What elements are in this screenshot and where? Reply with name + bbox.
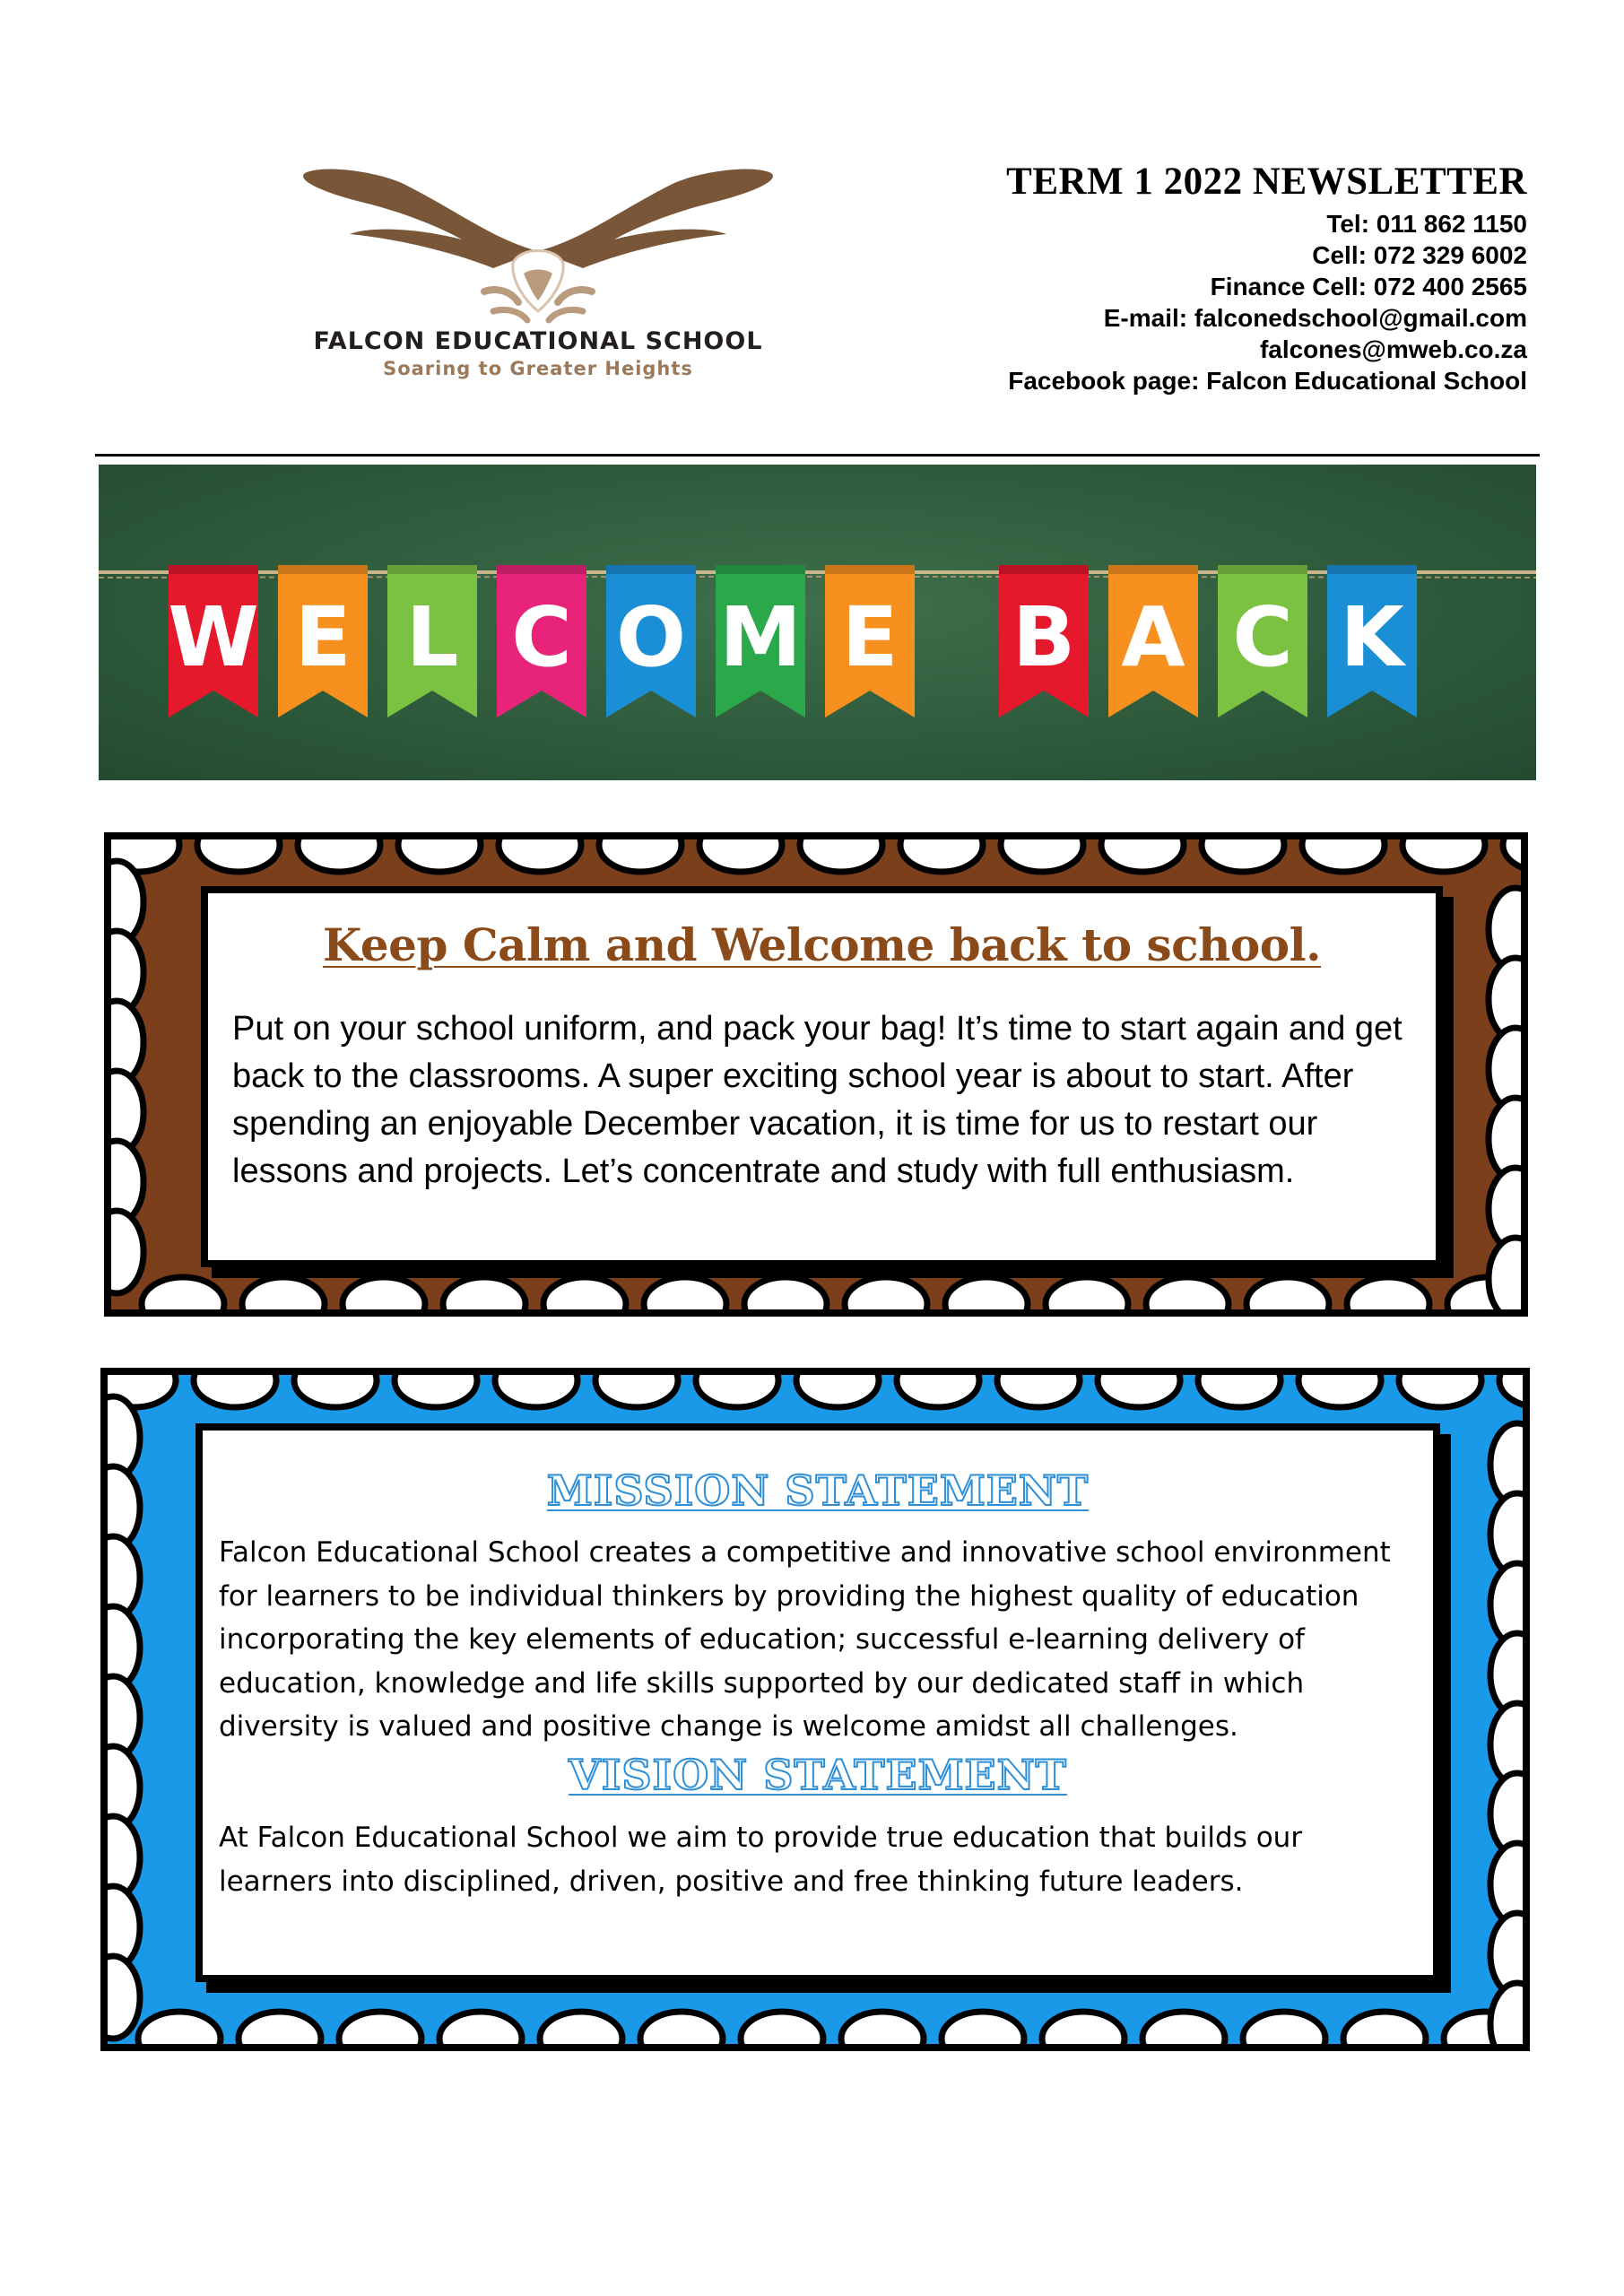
border-dot (1246, 1277, 1329, 1309)
border-dot (1101, 839, 1184, 872)
border-dot (1198, 1375, 1281, 1407)
border-dot (699, 839, 782, 872)
border-dot (796, 1375, 879, 1407)
contact-facebook: Facebook page: Falcon Educational School (1008, 367, 1527, 395)
border-dot (1347, 1277, 1429, 1309)
statements-panel (195, 1423, 1440, 1982)
border-dot (599, 839, 682, 872)
bunting-flag-b (999, 565, 1089, 718)
bunting-flag-o (606, 565, 696, 718)
welcome-message-title: Keep Calm and Welcome back to school. (322, 918, 1322, 971)
border-dot (841, 2012, 924, 2044)
border-dot (1098, 1375, 1180, 1407)
header-divider (95, 454, 1540, 457)
border-dot (1499, 1375, 1523, 1407)
bunting-flag-e (825, 565, 915, 718)
bunting-letter: A (1121, 589, 1185, 685)
border-dot (1243, 2012, 1325, 2044)
border-dot (194, 1375, 276, 1407)
border-dot (640, 2012, 723, 2044)
border-dot (595, 1375, 678, 1407)
bunting-flag-c (497, 565, 586, 718)
bunting-flag-l (387, 565, 477, 718)
border-dot (298, 839, 380, 872)
border-dot (439, 2012, 522, 2044)
vision-title: VISION STATEMENT (569, 1751, 1067, 1799)
border-dot (644, 1277, 726, 1309)
bunting-graphic (99, 465, 1536, 780)
newsletter-title: TERM 1 2022 NEWSLETTER (1006, 161, 1527, 203)
border-dot (1302, 839, 1385, 872)
contact-block (720, 161, 1527, 396)
border-dot (1503, 839, 1521, 872)
border-dot (1142, 2012, 1225, 2044)
border-dot (1403, 839, 1485, 872)
bunting-flag-a (1108, 565, 1198, 718)
bunting-letter: B (1012, 589, 1076, 685)
contact-email: E-mail: falconedschool@gmail.com (1103, 304, 1527, 332)
border-dot (1298, 1375, 1381, 1407)
border-dot (945, 1277, 1028, 1309)
bunting-flag-c (1218, 565, 1307, 718)
border-dot (1146, 1277, 1229, 1309)
border-dot (897, 1375, 979, 1407)
border-dot (1042, 2012, 1125, 2044)
contact-finance-cell: Finance Cell: 072 400 2565 (1210, 273, 1527, 300)
welcome-back-banner (99, 465, 1536, 780)
bunting-flag-k (1327, 565, 1417, 718)
bunting-flag-e (278, 565, 368, 718)
contact-email-2: falcones@mweb.co.za (1259, 335, 1527, 363)
welcome-message-panel (201, 886, 1443, 1267)
border-dot (540, 2012, 622, 2044)
school-tagline: Soaring to Greater Heights (383, 358, 693, 379)
bunting-letter: W (168, 589, 259, 685)
border-dot (111, 1211, 143, 1293)
mission-title: MISSION STATEMENT (546, 1466, 1090, 1515)
bunting-letter: C (1232, 589, 1293, 685)
border-dot (1489, 1238, 1521, 1309)
bunting-flag-m (716, 565, 805, 718)
border-dot (1046, 1277, 1128, 1309)
border-dot (398, 839, 481, 872)
border-dot (339, 2012, 421, 2044)
border-dot (1001, 839, 1083, 872)
bunting-letter: K (1340, 589, 1404, 685)
welcome-message-body: Put on your school uniform, and pack your bag! It’s time to start again and get back to the classrooms. A super exciting school year is about to start. After spending an enjoyable December vacation, it is time for us to restart our lessons and projects. Let’s concentrate and study with full enthusiasm. (232, 1010, 1403, 1190)
border-dot (845, 1277, 927, 1309)
vision-body: At Falcon Educational School we aim to provide true education that builds our learners into disciplined, driven, positive and free thinking future leaders. (219, 1822, 1303, 1898)
border-dot (1202, 839, 1284, 872)
school-name: FALCON EDUCATIONAL SCHOOL (313, 327, 763, 355)
bunting-letter: E (294, 589, 352, 685)
border-dot (800, 839, 882, 872)
border-dot (294, 1375, 377, 1407)
welcome-message-frame (104, 832, 1528, 1317)
contact-tel: Tel: 011 862 1150 (1326, 210, 1527, 238)
border-dot (696, 1375, 778, 1407)
border-dot (900, 839, 983, 872)
border-dot (1343, 2012, 1426, 2044)
border-dot (108, 1956, 140, 2039)
border-dot (744, 1277, 827, 1309)
bunting-flag-w (168, 565, 258, 718)
border-dot (395, 1375, 477, 1407)
border-dot (495, 1375, 578, 1407)
bunting-letter: O (615, 589, 687, 685)
border-dot (543, 1277, 626, 1309)
bunting-letter: E (841, 589, 899, 685)
border-dot (499, 839, 581, 872)
border-dot (1490, 1983, 1523, 2044)
border-dot (343, 1277, 425, 1309)
border-dot (997, 1375, 1080, 1407)
border-dot (142, 1277, 224, 1309)
mission-body: Falcon Educational School creates a competitive and innovative school environment for learners to be individual thinkers by providing the highest quality of education incorporating the key elements of education; successful e-learning delivery of education, knowledge and life skills supported by our dedicated staff in which diversity is valued and positive change is welcome amidst all challenges. (219, 1536, 1391, 1743)
border-dot (242, 1277, 325, 1309)
border-dot (239, 2012, 321, 2044)
border-dot (942, 2012, 1024, 2044)
bunting-letter: C (511, 589, 572, 685)
bunting-letter: M (719, 589, 802, 685)
border-dot (443, 1277, 525, 1309)
border-dot (1399, 1375, 1481, 1407)
border-dot (138, 2012, 221, 2044)
bunting-letter: L (405, 589, 459, 685)
border-dot (741, 2012, 823, 2044)
border-dot (197, 839, 280, 872)
statements-frame (100, 1368, 1530, 2051)
contact-cell: Cell: 072 329 6002 (1312, 241, 1527, 269)
